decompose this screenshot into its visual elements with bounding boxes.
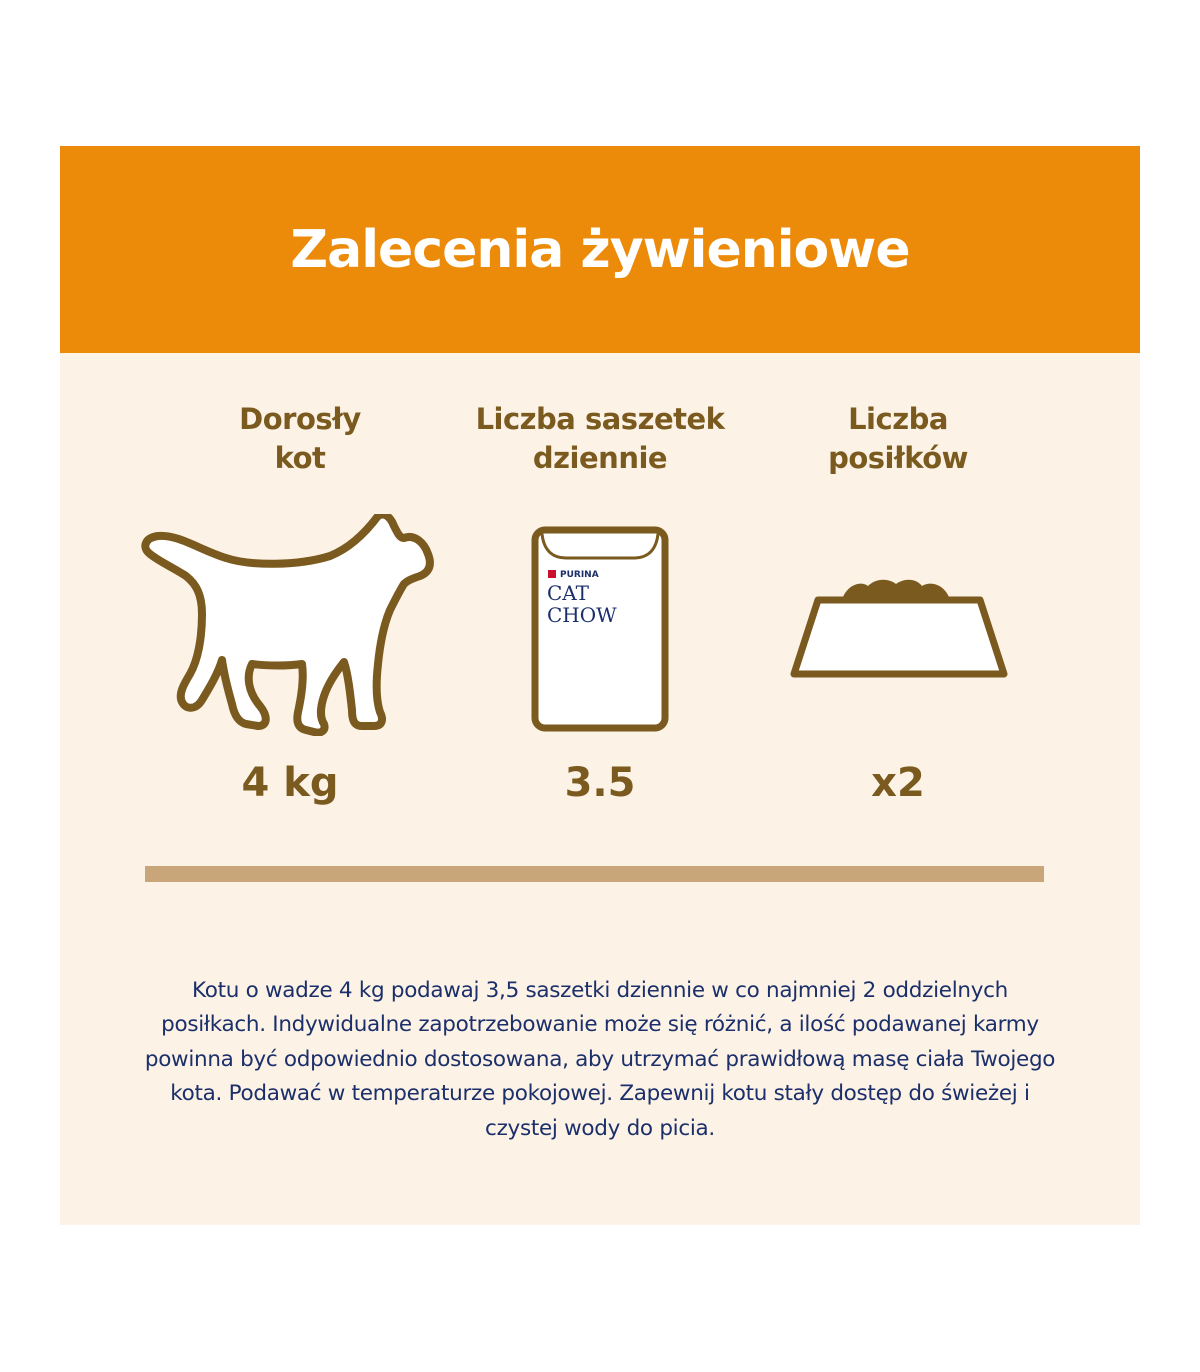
pouch-icon bbox=[530, 526, 670, 738]
pouches-per-day-value: 3.5 bbox=[564, 760, 636, 806]
page-title: Zalecenia żywieniowe bbox=[290, 219, 910, 280]
cat-weight-value: 4 kg bbox=[241, 760, 339, 806]
meals-count-label bbox=[758, 400, 1038, 478]
adult-cat-label bbox=[160, 400, 440, 478]
meals-count-value: x2 bbox=[871, 760, 925, 806]
feeding-description: Kotu o wadze 4 kg podawaj 3,5 saszetki dziennie w co najmniej 2 oddzielnych posiłkach. Indywidualne zapotrzebowanie może się różnić, a ilość podawanej karmy powinna być odpowiednio dostosowana, aby utrzymać prawidłową masę ciała Twojego kota. Podawać w temperaturze pokojowej. Zapewnij kotu stały dostęp do świeżej i czystej wody do picia. bbox=[144, 977, 1056, 1141]
pouch-brand-purina: PURINA bbox=[560, 570, 599, 580]
food-bowl-icon bbox=[788, 578, 1010, 688]
cat-icon bbox=[138, 514, 438, 740]
feeding-recommendations-card bbox=[60, 146, 1140, 1225]
meals-count-label-line-1: Liczba bbox=[848, 402, 948, 436]
adult-cat-label-line-2: kot bbox=[274, 441, 326, 475]
pouches-per-day-label bbox=[460, 400, 740, 478]
meals-count-label-line-2: posiłków bbox=[828, 441, 968, 475]
adult-cat-label-line-1: Dorosły bbox=[239, 402, 361, 436]
header-banner bbox=[60, 146, 1140, 353]
pouches-per-day-label-line-2: dziennie bbox=[532, 441, 668, 475]
pouches-per-day-label-line-1: Liczba saszetek bbox=[475, 402, 725, 436]
pouch-brand-cat: CAT bbox=[547, 581, 589, 605]
pouch-brand-chow: CHOW bbox=[547, 603, 617, 627]
section-divider bbox=[145, 866, 1044, 882]
